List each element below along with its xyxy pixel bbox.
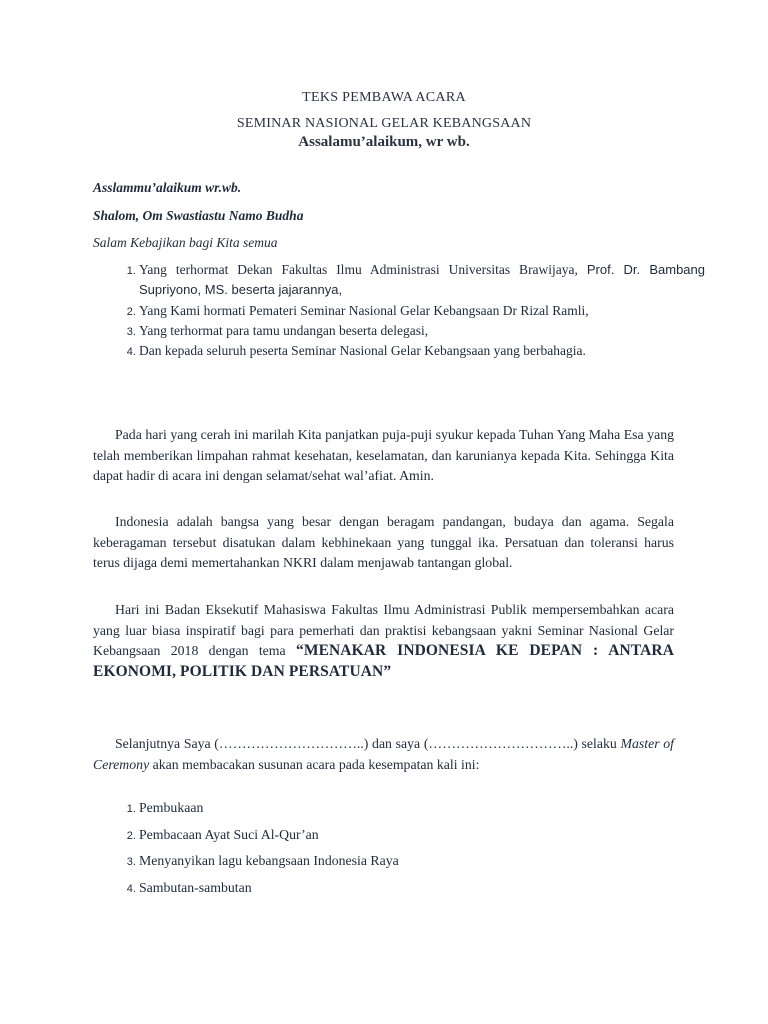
- list-item: [139, 321, 705, 341]
- document-subtitle: SEMINAR NASIONAL GELAR KEBANGSAAN: [236, 116, 532, 131]
- greeting-islam: Asslammu’alaikum wr.wb.: [93, 180, 242, 195]
- list-item: [139, 260, 705, 301]
- honorifics-list: [108, 260, 705, 361]
- mc-intro-start: Selanjutnya Saya (…………………………..) dan saya (…………………………..) selaku: [115, 736, 617, 751]
- paragraph-gratitude: Pada hari yang cerah ini marilah Kita panjatkan puja-puji syukur kepada Tuhan Yang Maha Esa yang telah memberikan limpahan rahmat kesehatan, keselamatan, dan karunianya kepada Kita. Sehingga Kita dapat hadir di acara ini dengan selamat/sehat wal’afiat. Amin.: [93, 427, 674, 483]
- list-item: 4. Sambutan-sambutan: [139, 875, 399, 902]
- greeting-general: Salam Kebajikan bagi Kita semua: [93, 235, 278, 250]
- honorific-text: Yang Kami hormati Pemateri Seminar Nasional Gelar Kebangsaan Dr Rizal Ramli,: [139, 302, 589, 318]
- honorific-extra: Prof. Dr. Bambang Supriyono, MS. beserta jajarannya,: [139, 262, 706, 298]
- event-theme: “MENAKAR INDONESIA KE DEPAN : ANTARA EKONOMI, POLITIK DAN PERSATUAN”: [93, 642, 674, 680]
- paragraph-mc-intro: [93, 734, 674, 775]
- list-item: 3. Menyanyikan lagu kebangsaan Indonesia Raya: [139, 848, 399, 875]
- greeting-interfaith: Shalom, Om Swastiastu Namo Budha: [93, 208, 304, 223]
- paragraph-event-theme: [93, 600, 674, 682]
- agenda-list: [108, 795, 399, 901]
- honorific-text: Yang terhormat Dekan Fakultas Ilmu Administrasi Universitas Brawijaya,: [139, 262, 578, 277]
- list-item: 1. Pembukaan: [139, 795, 399, 822]
- honorific-text: Yang terhormat para tamu undangan beserta delegasi,: [139, 322, 429, 338]
- mc-title: Master of Ceremony: [93, 736, 674, 772]
- honorific-text: Dan kepada seluruh peserta Seminar Nasional Gelar Kebangsaan yang berbahagia.: [139, 343, 586, 359]
- document-title: TEKS PEMBAWA ACARA: [302, 90, 466, 105]
- list-item: 2. Pembacaan Ayat Suci Al-Qur’an: [139, 822, 399, 849]
- opening-salutation: Assalamu’alaikum, wr wb.: [298, 134, 470, 150]
- paragraph-diversity: Indonesia adalah bangsa yang besar dengan beragam pandangan, budaya dan agama. Segala keberagaman tersebut disatukan dalam kebhinekaan yang tunggal ika. Persatuan dan toleransi harus terus dijaga demi memertahankan NKRI dalam menjawab tantangan global.: [93, 514, 674, 570]
- list-item: [139, 301, 705, 321]
- event-intro-text: Hari ini Badan Eksekutif Mahasiswa Fakultas Ilmu Administrasi Publik mempersembahkan acara yang luar biasa inspiratif bagi para pemerhati dan praktisi kebangsaan yakni Seminar Nasional Gelar Kebangsaan 2018 dengan tema: [93, 602, 674, 658]
- mc-intro-end: akan membacakan susunan acara pada kesempatan kali ini:: [152, 756, 480, 772]
- list-item: [139, 341, 705, 361]
